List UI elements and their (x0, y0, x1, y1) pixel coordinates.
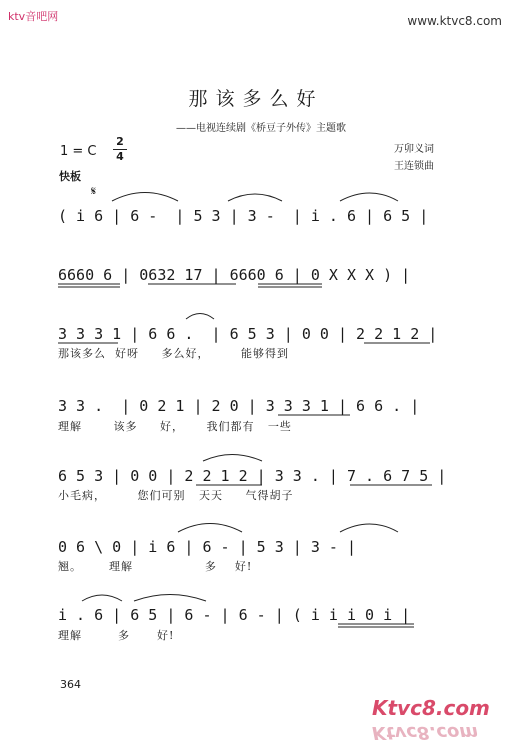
segno-icon: 𝄋 (91, 184, 97, 198)
key-signature: 1 = C (60, 144, 97, 159)
staff-row-2: 6660 6 | 0632 17 | 6660 6 | 0 X X X ) | (58, 266, 411, 284)
staff-row-6: 0 6 \ 0 | i 6 | 6 - | 5 3 | 3 - | (58, 538, 357, 556)
slur-mark (186, 314, 214, 320)
slur-mark (178, 524, 242, 533)
staff-row-3: 3 3 3 1 | 6 6 . | 6 5 3 | 0 0 | 2 2 1 2 | (58, 325, 438, 343)
slur-mark (112, 193, 178, 202)
staff-row-1: ( i 6 | 6 - | 5 3 | 3 - | i . 6 | 6 5 | (58, 207, 429, 225)
slur-mark (134, 595, 206, 602)
staff-row-7: i . 6 | 6 5 | 6 - | 6 - | ( i i i 0 i | (58, 606, 411, 624)
lyricist-credit: 万卯义词 (394, 144, 434, 155)
slur-mark (340, 193, 398, 201)
slur-mark (203, 455, 262, 462)
slur-mark (82, 595, 122, 601)
slur-mark (340, 524, 398, 532)
composer-credit: 王连锁曲 (394, 161, 434, 172)
page-number: 364 (60, 678, 81, 691)
watermark-reflection: Ktvc8.com (372, 722, 479, 743)
lyrics-row-3: 那该多么 好呀 多么好， 能够得到 (58, 347, 289, 360)
time-signature-bottom: 4 (116, 150, 124, 163)
staff-row-4: 3 3 . | 0 2 1 | 2 0 | 3 3 3 1 | 6 6 . | (58, 397, 420, 415)
site-url[interactable]: www.ktvc8.com (407, 14, 502, 28)
song-title: 那该多么好 (188, 88, 324, 110)
lyrics-row-7: 理解 多 好! (58, 629, 175, 642)
slur-mark (228, 194, 282, 201)
tempo-marking: 快板 (59, 170, 81, 183)
lyrics-row-6: 翘。 理解 多 好! (58, 560, 253, 573)
song-subtitle: ——电视连续剧《桥豆子外传》主题歌 (176, 123, 346, 134)
lyrics-row-5: 小毛病， 您们可别 天天 气得胡子 (58, 489, 294, 502)
lyrics-row-4: 理解 该多 好， 我们都有 一些 (58, 420, 292, 433)
time-signature-top: 2 (116, 135, 124, 148)
site-logo-text: ktv音吧网 (8, 10, 59, 23)
staff-row-5: 6 5 3 | 0 0 | 2 2 1 2 | 3 3 . | 7 . 6 7 5 | (58, 467, 447, 485)
watermark-logo: Ktvc8.com (372, 696, 490, 720)
